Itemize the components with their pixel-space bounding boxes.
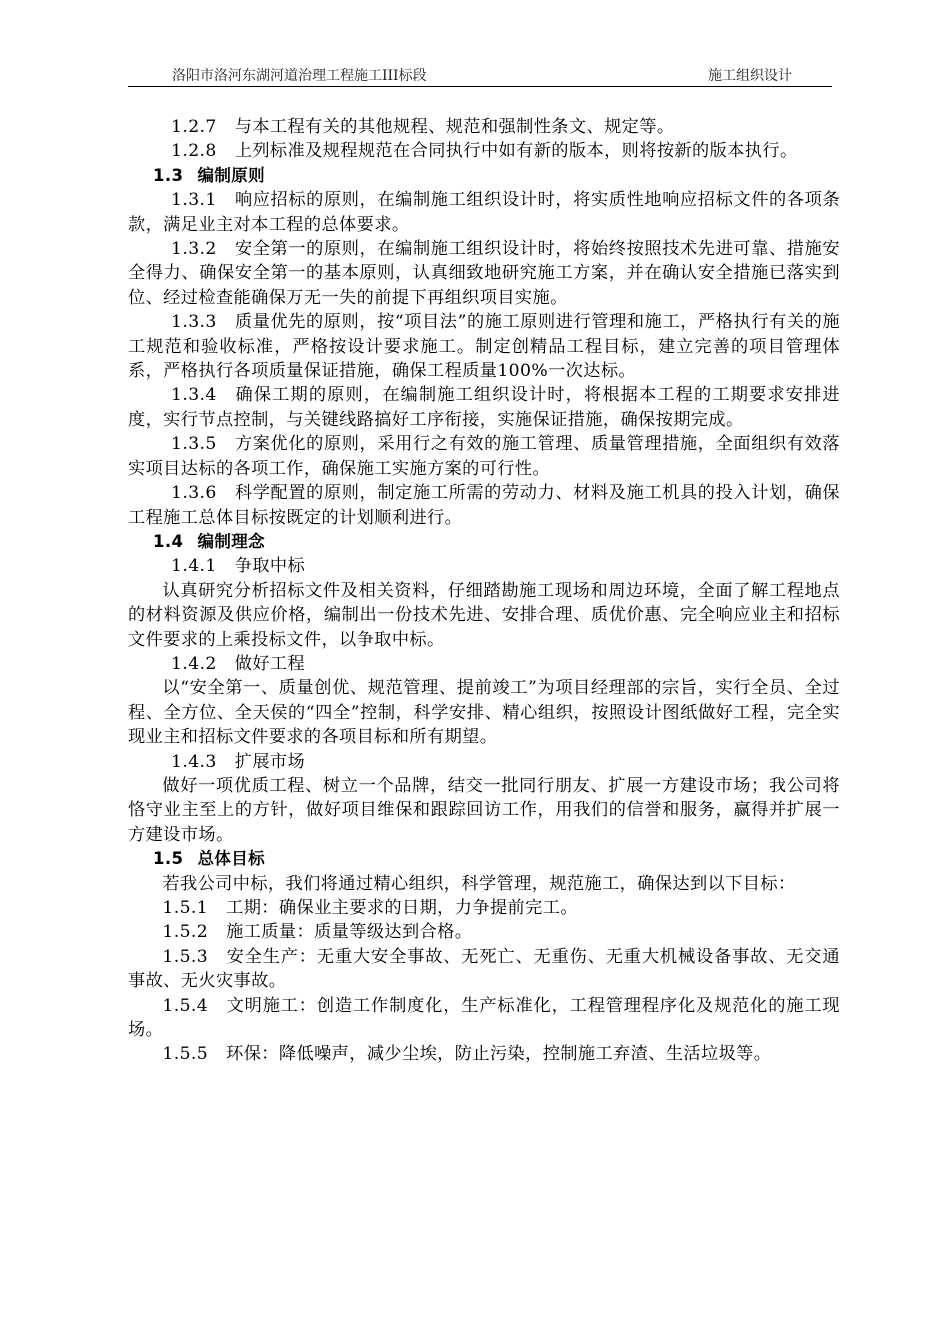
clause-1-5-5 bbox=[128, 1042, 840, 1066]
clause-1-3-4 bbox=[128, 383, 840, 432]
section-heading-1-5 bbox=[128, 847, 840, 871]
clause-text: 环保：降低噪声，减少尘埃，防止污染，控制施工弃渣、生活垃圾等。 bbox=[226, 1044, 772, 1065]
clause-1-3-5 bbox=[128, 432, 840, 481]
section-title: 编制原则 bbox=[197, 165, 266, 185]
section-title: 编制理念 bbox=[197, 531, 266, 551]
clause-text: 安全生产：无重大安全事故、无死亡、无重伤、无重大机械设备事故、无交通事故、无火灾事故。 bbox=[128, 946, 840, 992]
clause-text: 工期：确保业主要求的日期，力争提前完工。 bbox=[226, 898, 578, 918]
subsection-number: 1.4.3 bbox=[171, 751, 217, 772]
header-project-title: 洛阳市洛河东湖河道治理工程施工III标段 bbox=[172, 68, 427, 84]
section-heading-1-3 bbox=[128, 164, 840, 188]
page-header bbox=[128, 68, 832, 87]
clause-text: 与本工程有关的其他规程、规范和强制性条文、规定等。 bbox=[234, 117, 675, 137]
paragraph-1-4-1: 认真研究分析招标文件及相关资料，仔细踏勘施工现场和周边环境，全面了解工程地点的材料资源及供应价格，编制出一份技术先进、安排合理、质优价惠、完全响应业主和招标文件要求的上乘投标文件，以争取中标。 bbox=[128, 580, 840, 650]
clause-1-5-3 bbox=[128, 945, 840, 994]
subsection-title: 做好工程 bbox=[234, 653, 306, 674]
clause-text: 安全第一的原则，在编制施工组织设计时，将始终按照技术先进可靠、措施安全得力、确保安全第一的基本原则，认真细致地研究施工方案，并在确认安全措施已落实到位、经过检查能确保万无一失的前提下再组织项目实施。 bbox=[128, 239, 840, 308]
clause-text: 响应招标的原则，在编制施工组织设计时，将实质性地响应招标文件的各项条款，满足业主对本工程的总体要求。 bbox=[128, 190, 840, 235]
clause-number: 1.3.3 bbox=[171, 312, 217, 333]
section-number: 1.3 bbox=[153, 165, 184, 185]
clause-1-2-8 bbox=[128, 139, 840, 163]
clause-1-5-4 bbox=[128, 994, 840, 1043]
subsection-heading-1-4-3 bbox=[128, 750, 840, 774]
clause-number: 1.3.2 bbox=[171, 239, 217, 260]
section-number: 1.5 bbox=[153, 849, 184, 869]
subsection-title: 扩展市场 bbox=[234, 751, 306, 772]
clause-number: 1.3.5 bbox=[171, 434, 217, 455]
clause-text: 确保工期的原则，在编制施工组织设计时，将根据本工程的工期要求安排进度，实行节点控制，与关键线路搞好工序衔接，实施保证措施，确保按期完成。 bbox=[128, 385, 840, 430]
clause-1-3-6 bbox=[128, 481, 840, 530]
clause-number: 1.5.2 bbox=[162, 922, 209, 943]
paragraph-1-5-intro: 若我公司中标，我们将通过精心组织，科学管理，规范施工，确保达到以下目标： bbox=[162, 873, 796, 894]
clause-text: 科学配置的原则，制定施工所需的劳动力、材料及施工机具的投入计划，确保工程施工总体目标按既定的计划顺利进行。 bbox=[128, 483, 840, 528]
section-title: 总体目标 bbox=[197, 849, 266, 869]
clause-1-2-7 bbox=[128, 115, 840, 139]
clause-1-3-2 bbox=[128, 237, 840, 310]
subsection-heading-1-4-1 bbox=[128, 554, 840, 578]
clause-text: 文明施工：创造工作制度化，生产标准化，工程管理程序化及规范化的施工现场。 bbox=[128, 995, 840, 1041]
clause-text: 质量优先的原则，按“项目法”的施工原则进行管理和施工，严格执行有关的施工规范和验收标准，严格按设计要求施工。制定创精品工程目标，建立完善的项目管理体系，严格执行各项质量保证措施，确保工程质量100%一次达标。 bbox=[128, 312, 840, 382]
clause-number: 1.3.4 bbox=[171, 385, 217, 406]
clause-number: 1.2.8 bbox=[171, 141, 217, 162]
clause-1-3-3 bbox=[128, 310, 840, 383]
clause-number: 1.2.7 bbox=[171, 117, 217, 137]
clause-1-3-1 bbox=[128, 188, 840, 237]
section-number: 1.4 bbox=[153, 531, 184, 551]
document-body bbox=[128, 115, 840, 1067]
paragraph-1-4-3: 做好一项优质工程、树立一个品牌，结交一批同行朋友、扩展一方建设市场；我公司将恪守业主至上的方针，做好项目维保和跟踪回访工作，用我们的信誉和服务，赢得并扩展一方建设市场。 bbox=[128, 775, 840, 845]
clause-number: 1.3.6 bbox=[171, 483, 217, 504]
clause-text: 方案优化的原则，采用行之有效的施工管理、质量管理措施，全面组织有效落实项目达标的各项工作，确保施工实施方案的可行性。 bbox=[128, 434, 840, 479]
clause-number: 1.3.1 bbox=[171, 190, 217, 211]
subsection-number: 1.4.1 bbox=[171, 556, 217, 577]
clause-text: 施工质量：质量等级达到合格。 bbox=[226, 922, 473, 943]
clause-number: 1.5.1 bbox=[162, 898, 209, 918]
clause-1-5-1 bbox=[128, 896, 840, 920]
subsection-heading-1-4-2 bbox=[128, 652, 840, 676]
section-heading-1-4 bbox=[128, 530, 840, 554]
paragraph-1-4-2: 以“安全第一、质量创优、规范管理、提前竣工”为项目经理部的宗旨，实行全员、全过程、全方位、全天侯的“四全”控制，科学安排、精心组织，按照设计图纸做好工程，完全实现业主和招标文件要求的各项目标和所有期望。 bbox=[128, 678, 840, 748]
subsection-title: 争取中标 bbox=[234, 556, 306, 577]
clause-text: 上列标准及规程规范在合同执行中如有新的版本，则将按新的版本执行。 bbox=[234, 141, 798, 162]
header-document-type: 施工组织设计 bbox=[708, 68, 792, 84]
clause-number: 1.5.3 bbox=[162, 946, 209, 967]
clause-number: 1.5.4 bbox=[162, 995, 209, 1016]
clause-1-5-2 bbox=[128, 920, 840, 944]
clause-number: 1.5.5 bbox=[162, 1044, 209, 1065]
subsection-number: 1.4.2 bbox=[171, 653, 217, 674]
